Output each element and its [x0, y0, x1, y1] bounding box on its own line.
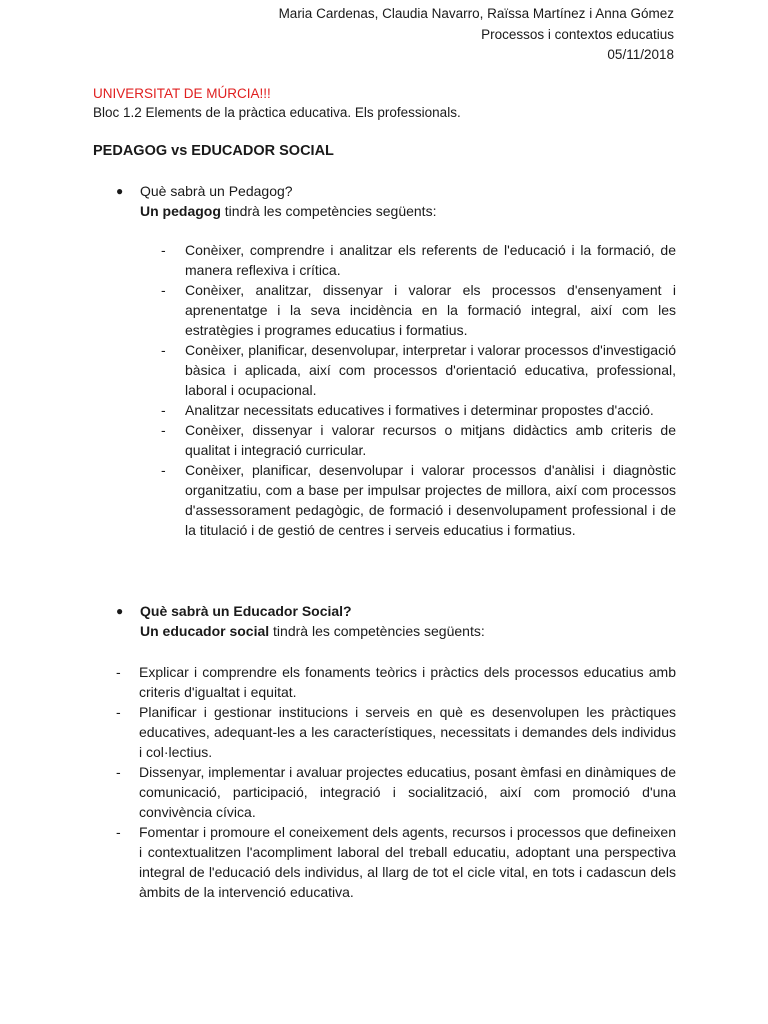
bloc-subtitle: Bloc 1.2 Elements de la pràctica educativa. Els professionals. — [93, 105, 461, 120]
dash-marker: - — [116, 824, 121, 840]
dash-marker: - — [116, 704, 121, 720]
dash-marker: - — [161, 402, 166, 418]
list-item — [116, 662, 676, 702]
list-item — [116, 702, 676, 762]
list-item-text: Dissenyar, implementar i avaluar projectes educatius, posant èmfasi en dinàmiques de comunicació, participació, integració i socialització, així com promoció d'una convivència cívica. — [139, 764, 676, 820]
section-educador-intro — [116, 601, 676, 641]
list-item-text: Explicar i comprendre els fonaments teòrics i pràctics dels processos educatius amb criteris d'igualtat i equitat. — [139, 664, 676, 700]
section-educador-intro-rest: tindrà les competències següents: — [269, 623, 485, 639]
list-item — [161, 340, 676, 400]
dash-marker: - — [161, 282, 166, 298]
list-item — [116, 762, 676, 822]
dash-marker: - — [161, 342, 166, 358]
page-header — [279, 4, 674, 66]
list-item — [161, 280, 676, 340]
header-date: 05/11/2018 — [607, 47, 674, 62]
list-item-text: Fomentar i promoure el coneixement dels agents, recursos i processos que defineixen i contextualitzen l'acompliment laboral del treball educatiu, adoptant una perspectiva integral de l'educació dels individus, al llarg de tot el cicle vital, en tots i cadascun dels àmbits de la intervenció educativa. — [139, 824, 676, 900]
educador-competences-list — [116, 662, 676, 902]
dash-marker: - — [116, 664, 121, 680]
bullet-icon: ● — [116, 604, 124, 618]
list-item — [161, 400, 676, 420]
section-pedagog-intro-line — [140, 203, 436, 219]
document-title: PEDAGOG vs EDUCADOR SOCIAL — [93, 143, 334, 159]
list-item-text: Conèixer, dissenyar i valorar recursos o mitjans didàctics amb criteris de qualitat i integració curricular. — [185, 422, 676, 458]
section-pedagog-subject: Un pedagog — [140, 203, 221, 219]
dash-marker: - — [161, 462, 166, 478]
header-authors: Maria Cardenas, Claudia Navarro, Raïssa Martínez i Anna Gómez — [278, 6, 674, 21]
pedagog-competences-list — [161, 240, 676, 540]
list-item — [116, 822, 676, 902]
university-name: UNIVERSITAT DE MÚRCIA!!! — [93, 86, 271, 101]
section-pedagog-intro — [116, 181, 676, 221]
list-item — [161, 420, 676, 460]
dash-marker: - — [116, 764, 121, 780]
section-educador-question: Què sabrà un Educador Social? — [140, 603, 352, 619]
dash-marker: - — [161, 242, 166, 258]
section-educador-intro-line — [140, 623, 485, 639]
list-item-text: Analitzar necessitats educatives i formatives i determinar propostes d'acció. — [185, 402, 654, 418]
section-pedagog-intro-rest: tindrà les competències següents: — [220, 203, 437, 219]
header-course: Processos i contextos educatius — [481, 26, 674, 42]
dash-marker: - — [161, 422, 166, 438]
list-item-text: Conèixer, planificar, desenvolupar, interpretar i valorar processos d'investigació bàsica i aplicada, així com processos d'orientació educativa, professional, laboral i ocupacional. — [185, 342, 676, 398]
list-item-text: Planificar i gestionar institucions i serveis en què es desenvolupen les pràctiques educatives, adequant-les a les característiques, necessitats i demandes dels individus i col·lectius. — [139, 704, 676, 760]
section-pedagog-question: Què sabrà un Pedagog? — [140, 183, 293, 199]
section-educador-subject: Un educador social — [140, 623, 270, 639]
list-item — [161, 240, 676, 280]
list-item-text: Conèixer, analitzar, dissenyar i valorar els processos d'ensenyament i aprenentatge i la seva incidència en la formació integral, així com les estratègies i programes educatius i formatius. — [185, 282, 676, 338]
bullet-icon: ● — [116, 184, 124, 198]
list-item-text: Conèixer, planificar, desenvolupar i valorar processos d'anàlisi i diagnòstic organitzatiu, com a base per impulsar projectes de millora, així com processos d'assessorament pedagògic, de formació i desenvolupament professional i de la titulació i de gestió de centres i serveis educatius i formatius. — [185, 462, 676, 538]
list-item-text: Conèixer, comprendre i analitzar els referents de l'educació i la formació, de manera reflexiva i crítica. — [185, 242, 676, 278]
list-item — [161, 460, 676, 540]
